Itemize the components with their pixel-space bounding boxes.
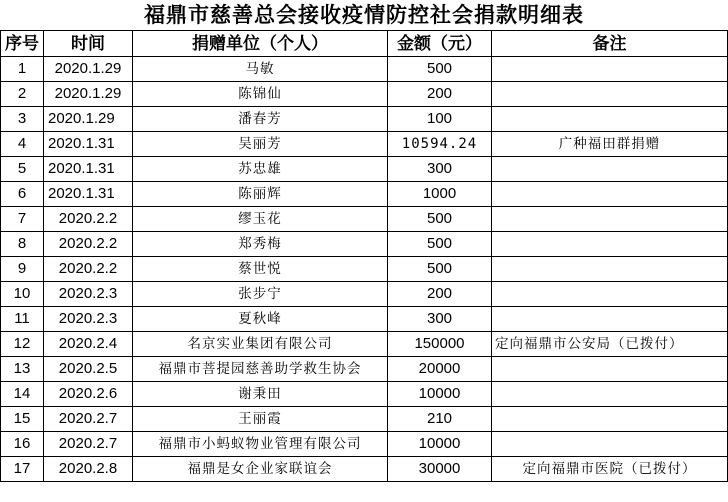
row-date: 2020.2.5 <box>44 357 133 382</box>
row-note <box>492 207 728 232</box>
table-row <box>1 332 728 357</box>
row-amount: 500 <box>388 57 492 82</box>
row-date: 2020.2.3 <box>44 307 133 332</box>
row-donor: 名京实业集团有限公司 <box>133 332 388 357</box>
row-date: 2020.2.3 <box>44 282 133 307</box>
row-note: 定向福鼎市公安局（已拨付） <box>492 332 728 357</box>
row-index: 8 <box>1 232 44 257</box>
header-date: 时间 <box>44 31 133 57</box>
row-donor: 蔡世悦 <box>133 257 388 282</box>
row-index: 7 <box>1 207 44 232</box>
row-index: 14 <box>1 382 44 407</box>
row-note <box>492 82 728 107</box>
row-date: 2020.2.4 <box>44 332 133 357</box>
row-donor: 陈丽辉 <box>133 182 388 207</box>
row-index: 6 <box>1 182 44 207</box>
row-index: 9 <box>1 257 44 282</box>
table-row <box>1 207 728 232</box>
row-donor: 陈锦仙 <box>133 82 388 107</box>
row-date: 2020.1.29 <box>44 82 133 107</box>
row-note <box>492 282 728 307</box>
table-row <box>1 232 728 257</box>
row-note <box>492 232 728 257</box>
row-note <box>492 307 728 332</box>
row-donor: 福鼎市小蚂蚁物业管理有限公司 <box>133 432 388 457</box>
row-amount: 300 <box>388 307 492 332</box>
row-note <box>492 257 728 282</box>
table-row <box>1 282 728 307</box>
row-date: 2020.2.2 <box>44 257 133 282</box>
row-amount: 100 <box>388 107 492 132</box>
table-header-row <box>1 31 728 57</box>
row-index: 17 <box>1 457 44 482</box>
row-date: 2020.2.7 <box>44 432 133 457</box>
row-amount: 500 <box>388 232 492 257</box>
row-amount: 20000 <box>388 357 492 382</box>
row-amount: 200 <box>388 82 492 107</box>
row-note <box>492 382 728 407</box>
row-note <box>492 407 728 432</box>
row-date: 2020.2.2 <box>44 232 133 257</box>
table-row <box>1 107 728 132</box>
row-amount: 30000 <box>388 457 492 482</box>
row-donor: 谢秉田 <box>133 382 388 407</box>
table-row <box>1 182 728 207</box>
row-date: 2020.2.8 <box>44 457 133 482</box>
table-row <box>1 82 728 107</box>
row-index: 11 <box>1 307 44 332</box>
row-index: 12 <box>1 332 44 357</box>
row-index: 4 <box>1 132 44 157</box>
row-index: 5 <box>1 157 44 182</box>
row-note <box>492 432 728 457</box>
row-amount: 200 <box>388 282 492 307</box>
table-row <box>1 407 728 432</box>
page-title: 福鼎市慈善总会接收疫情防控社会捐款明细表 <box>144 3 584 27</box>
row-amount: 500 <box>388 207 492 232</box>
table-row <box>1 257 728 282</box>
row-donor: 张步宁 <box>133 282 388 307</box>
row-index: 3 <box>1 107 44 132</box>
row-index: 1 <box>1 57 44 82</box>
row-index: 13 <box>1 357 44 382</box>
row-donor: 福鼎市菩提园慈善助学救生协会 <box>133 357 388 382</box>
row-amount: 10000 <box>388 432 492 457</box>
table-row <box>1 307 728 332</box>
row-index: 16 <box>1 432 44 457</box>
table-row <box>1 157 728 182</box>
row-date: 2020.1.31 <box>44 132 133 157</box>
row-date: 2020.2.7 <box>44 407 133 432</box>
row-donor: 夏秋峰 <box>133 307 388 332</box>
row-donor: 吴丽芳 <box>133 132 388 157</box>
row-date: 2020.2.6 <box>44 382 133 407</box>
header-amount: 金额（元） <box>388 31 492 57</box>
row-donor: 郑秀梅 <box>133 232 388 257</box>
row-amount: 10000 <box>388 382 492 407</box>
row-note <box>492 107 728 132</box>
row-amount: 500 <box>388 257 492 282</box>
row-note <box>492 57 728 82</box>
row-donor: 王丽霞 <box>133 407 388 432</box>
row-note: 定向福鼎市医院（已拨付） <box>492 457 728 482</box>
header-index: 序号 <box>1 31 44 57</box>
table-row <box>1 432 728 457</box>
row-amount: 210 <box>388 407 492 432</box>
table-row <box>1 382 728 407</box>
header-note: 备注 <box>492 31 728 57</box>
row-date: 2020.2.2 <box>44 207 133 232</box>
row-donor: 缪玉花 <box>133 207 388 232</box>
row-index: 2 <box>1 82 44 107</box>
donation-table <box>0 30 728 482</box>
row-donor: 潘春芳 <box>133 107 388 132</box>
table-row <box>1 457 728 482</box>
row-amount: 300 <box>388 157 492 182</box>
row-index: 10 <box>1 282 44 307</box>
row-note <box>492 357 728 382</box>
table-body <box>1 57 728 482</box>
row-date: 2020.1.29 <box>44 107 133 132</box>
row-amount: 10594.24 <box>388 132 492 157</box>
row-donor: 马敏 <box>133 57 388 82</box>
row-note <box>492 157 728 182</box>
row-date: 2020.1.31 <box>44 157 133 182</box>
table-row <box>1 132 728 157</box>
row-amount: 1000 <box>388 182 492 207</box>
row-index: 15 <box>1 407 44 432</box>
row-date: 2020.1.31 <box>44 182 133 207</box>
row-note: 广种福田群捐赠 <box>492 132 728 157</box>
table-row <box>1 357 728 382</box>
row-donor: 福鼎是女企业家联谊会 <box>133 457 388 482</box>
row-date: 2020.1.29 <box>44 57 133 82</box>
header-donor: 捐赠单位（个人） <box>133 31 388 57</box>
row-amount: 150000 <box>388 332 492 357</box>
table-row <box>1 57 728 82</box>
row-donor: 苏忠雄 <box>133 157 388 182</box>
row-note <box>492 182 728 207</box>
